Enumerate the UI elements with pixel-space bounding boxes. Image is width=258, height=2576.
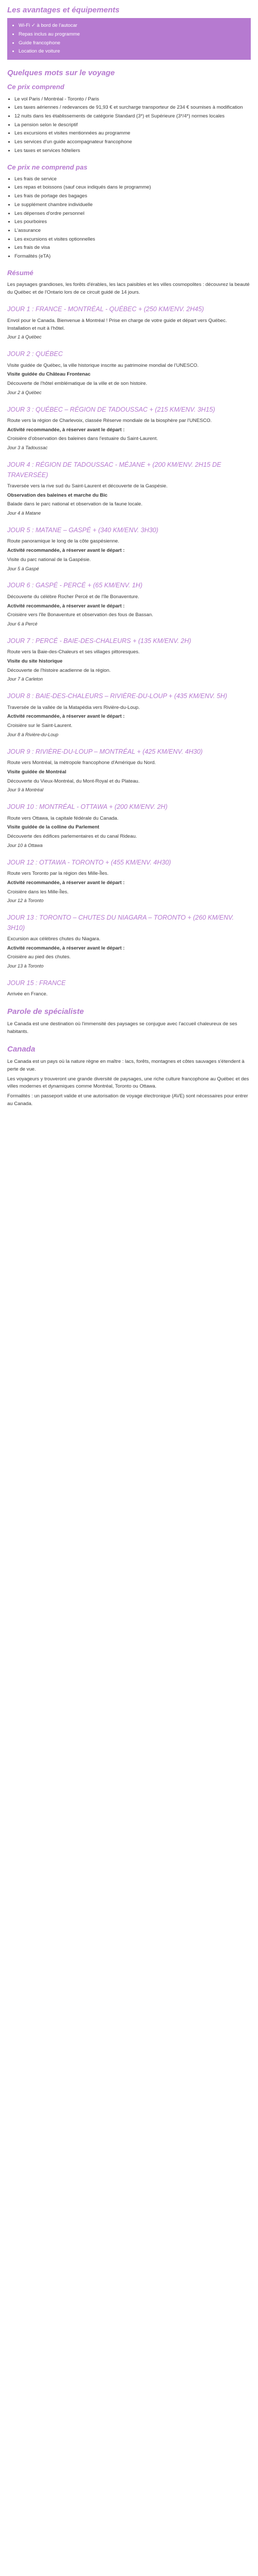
day-block	[7, 802, 251, 849]
day-text: Traversée de la vallée de la Matapédia vers Rivière-du-Loup.	[7, 704, 140, 710]
excluded-item: • L'assurance	[14, 227, 251, 235]
excluded-item: • Les dépenses d'ordre personnel	[14, 210, 251, 218]
day-activity-label: Activité recommandée, à réserver avant le départ :	[7, 548, 125, 554]
summary-title: Résumé	[7, 268, 34, 277]
included-section	[7, 67, 251, 155]
day-title: JOUR 7 : PERCÉ - BAIE-DES-CHALEURS + (135 KM/ENV. 2H)	[7, 637, 191, 645]
highlights-box	[7, 18, 251, 60]
day-block	[7, 913, 251, 970]
day-activity-label: Activité recommandée, à réserver avant le départ :	[7, 714, 125, 720]
canada-text-3: Formalités : un passeport valide et une autorisation de voyage électronique (AVE) sont nécessaires pour entrer au Canada.	[7, 1093, 248, 1107]
day-overnight: Jour 5 à Gaspé	[7, 566, 39, 571]
day-text: Envol pour le Canada. Bienvenue à Montréal ! Prise en charge de votre guide et départ vers Québec. Installation et nuit à l'hôtel.	[7, 317, 227, 331]
day-title: JOUR 5 : MATANE – GASPÉ + (340 KM/ENV. 3H30)	[7, 526, 158, 534]
day-block	[7, 526, 251, 572]
day-activity-label: Activité recommandée, à réserver avant le départ :	[7, 945, 125, 951]
day-overnight: Jour 2 à Québec	[7, 389, 42, 395]
day-block	[7, 978, 251, 998]
canada-title: Canada	[7, 1044, 36, 1054]
day-text: Excursion aux célèbres chutes du Niagara.	[7, 936, 101, 942]
day-activity-detail: Croisière au pied des chutes.	[7, 954, 71, 960]
day-title: JOUR 10 : MONTRÉAL - OTTAWA + (200 KM/ENV. 2H)	[7, 803, 168, 811]
day-title: JOUR 6 : GASPÉ - PERCÉ + (65 KM/ENV. 1H)	[7, 582, 142, 589]
partner-section	[7, 1006, 251, 1036]
included-item: • Les taxes et services hôteliers	[14, 147, 251, 155]
day-activity-label: Visite du site historique	[7, 658, 62, 665]
highlight-item: • Guide francophone	[19, 40, 247, 47]
day-text: Découverte du célèbre Rocher Percé et de l'île Bonaventure.	[7, 594, 139, 600]
excluded-section	[7, 162, 251, 261]
canada-section	[7, 1043, 251, 1108]
day-title: JOUR 15 : FRANCE	[7, 979, 66, 987]
day-block	[7, 747, 251, 794]
day-overnight: Jour 13 à Toronto	[7, 963, 44, 969]
day-overnight: Jour 7 à Carleton	[7, 676, 43, 682]
day-block	[7, 691, 251, 738]
highlight-item: • Wi-Fi ✓ à bord de l'autocar	[19, 22, 247, 30]
day-block	[7, 304, 251, 341]
partner-title: Parole de spécialiste	[7, 1007, 84, 1016]
day-activity-detail: Croisière dans les Mille-Îles.	[7, 889, 69, 895]
excluded-item: • Les pourboires	[14, 218, 251, 226]
day-text: Traversée vers la rive sud du Saint-Laurent et découverte de la Gaspésie.	[7, 483, 168, 489]
day-block	[7, 636, 251, 683]
day-title: JOUR 3 : QUÉBEC – RÉGION DE TADOUSSAC + (215 KM/ENV. 3H15)	[7, 405, 215, 413]
day-activity-label: Observation des baleines et marche du Bic	[7, 492, 108, 498]
excluded-item: • Les excursions et visites optionnelles	[14, 236, 251, 244]
day-title: JOUR 8 : BAIE-DES-CHALEURS – RIVIÈRE-DU-LOUP + (435 KM/ENV. 5H)	[7, 692, 228, 700]
day-title: JOUR 13 : TORONTO – CHUTES DU NIAGARA – TORONTO + (260 KM/ENV. 3H10)	[7, 914, 234, 931]
day-block	[7, 581, 251, 628]
canada-text-2: Les voyageurs y trouveront une grande diversité de paysages, une riche culture francophone au Québec et des villes modernes et dynamiques comme Montréal, Toronto ou Ottawa.	[7, 1076, 249, 1090]
day-title: JOUR 12 : OTTAWA - TORONTO + (455 KM/ENV. 4H30)	[7, 858, 171, 866]
day-text: Visite guidée de Québec, la ville historique inscrite au patrimoine mondial de l'UNESCO.	[7, 362, 199, 368]
day-title: JOUR 9 : RIVIÈRE-DU-LOUP – MONTRÉAL + (425 KM/ENV. 4H30)	[7, 748, 203, 755]
included-item: • La pension selon le descriptif	[14, 122, 251, 129]
included-item: • Les taxes aériennes / redevances de 91,93 € et surcharge transporteur de 234 € soumises à modification	[14, 104, 251, 112]
day-activity-detail: Croisière d'observation des baleines dans l'estuaire du Saint-Laurent.	[7, 436, 158, 442]
day-overnight: Jour 12 à Toronto	[7, 898, 44, 904]
day-overnight: Jour 3 à Tadoussac	[7, 445, 48, 451]
day-activity-label: Visite guidée de Montréal	[7, 769, 67, 775]
day-title: JOUR 2 : QUÉBEC	[7, 350, 63, 358]
excluded-sub: Ce prix ne comprend pas	[7, 163, 88, 171]
day-activity-label: Visite guidée du Château Frontenac	[7, 371, 91, 378]
day-block	[7, 858, 251, 905]
day-activity-detail: Croisière vers l'île Bonaventure et observation des fous de Bassan.	[7, 612, 153, 618]
day-block	[7, 460, 251, 517]
day-text: Route vers Ottawa, la capitale fédérale du Canada.	[7, 815, 119, 821]
excluded-item: • Les frais de portage des bagages	[14, 193, 251, 200]
excluded-item: • Formalités (eTA)	[14, 253, 251, 261]
day-text: Route vers la Baie-des-Chaleurs et ses villages pittoresques.	[7, 649, 140, 655]
day-block	[7, 349, 251, 396]
day-text: Arrivée en France.	[7, 991, 48, 997]
day-text: Route vers la région de Charlevoix, classée Réserve mondiale de la biosphère par l'UNESCO.	[7, 418, 212, 424]
day-activity-label: Activité recommandée, à réserver avant le départ :	[7, 879, 125, 886]
summary-text: Les paysages grandioses, les forêts d'érables, les lacs paisibles et les villes cosmopolites : découvrez la beauté du Québec et de l'Ontario lors de ce circuit guidé de 14 jours.	[7, 282, 250, 295]
day-activity-detail: Balade dans le parc national et observation de la faune locale.	[7, 501, 142, 507]
day-activity-detail: Croisière sur le Saint-Laurent.	[7, 723, 73, 729]
included-item: • 12 nuits dans les établissements de catégorie Standard (3*) et Supérieure (3*/4*) normes locales	[14, 113, 251, 121]
included-sub: Ce prix comprend	[7, 83, 64, 91]
page	[0, 4, 258, 1120]
canada-text: Le Canada est un pays où la nature règne en maître : lacs, forêts, montagnes et côtes sauvages s'étendent à perte de vue.	[7, 1059, 245, 1072]
partner-text: Le Canada est une destination où l'immensité des paysages se conjugue avec l'accueil chaleureux de ses habitants.	[7, 1021, 237, 1035]
highlights-section	[7, 4, 251, 60]
summary-section	[7, 268, 251, 297]
day-activity-detail: Découverte de l'hôtel emblématique de la ville et de son histoire.	[7, 381, 148, 387]
day-overnight: Jour 9 à Montréal	[7, 787, 44, 793]
day-activity-detail: Découverte des édifices parlementaires et du canal Rideau.	[7, 834, 137, 840]
day-title: JOUR 4 : RÉGION DE TADOUSSAC - MÉJANE + (200 KM/ENV. 2H15 DE TRAVERSÉE)	[7, 461, 221, 479]
highlight-item: • Location de voiture	[19, 48, 247, 56]
day-activity-label: Activité recommandée, à réserver avant le départ :	[7, 427, 125, 433]
day-overnight: Jour 10 à Ottawa	[7, 842, 43, 848]
day-activity-detail: Visite du parc national de la Gaspésie.	[7, 556, 91, 563]
day-activity-detail: Découverte de l'histoire acadienne de la région.	[7, 667, 111, 673]
itinerary	[7, 304, 251, 998]
included-title: Quelques mots sur le voyage	[7, 69, 115, 78]
included-item: • Les services d'un guide accompagnateur francophone	[14, 139, 251, 146]
included-item: • Le vol Paris / Montréal - Toronto / Paris	[14, 96, 251, 104]
day-overnight: Jour 8 à Rivière-du-Loup	[7, 732, 59, 737]
highlights-title: Les avantages et équipements	[7, 6, 120, 14]
excluded-item: • Les frais de service	[14, 176, 251, 183]
excluded-item: • Le supplément chambre individuelle	[14, 201, 251, 209]
day-text: Route vers Toronto par la région des Mille-Îles.	[7, 871, 109, 877]
day-overnight: Jour 1 à Québec	[7, 334, 42, 340]
day-activity-detail: Découverte du Vieux-Montréal, du Mont-Royal et du Plateau.	[7, 778, 140, 784]
day-block	[7, 405, 251, 452]
day-text: Route panoramique le long de la côte gaspésienne.	[7, 538, 120, 545]
highlight-item: • Repas inclus au programme	[19, 31, 247, 39]
excluded-item: • Les repas et boissons (sauf ceux indiqués dans le programme)	[14, 184, 251, 192]
day-overnight: Jour 6 à Percé	[7, 621, 38, 626]
day-activity-label: Activité recommandée, à réserver avant le départ :	[7, 603, 125, 609]
excluded-item: • Les frais de visa	[14, 244, 251, 252]
day-activity-label: Visite guidée de la colline du Parlement	[7, 824, 100, 831]
day-overnight: Jour 4 à Matane	[7, 511, 41, 516]
day-title: JOUR 1 : FRANCE - MONTRÉAL - QUÉBEC + (250 KM/ENV. 2H45)	[7, 306, 204, 313]
day-text: Route vers Montréal, la métropole francophone d'Amérique du Nord.	[7, 760, 156, 766]
included-item: • Les excursions et visites mentionnées au programme	[14, 130, 251, 138]
